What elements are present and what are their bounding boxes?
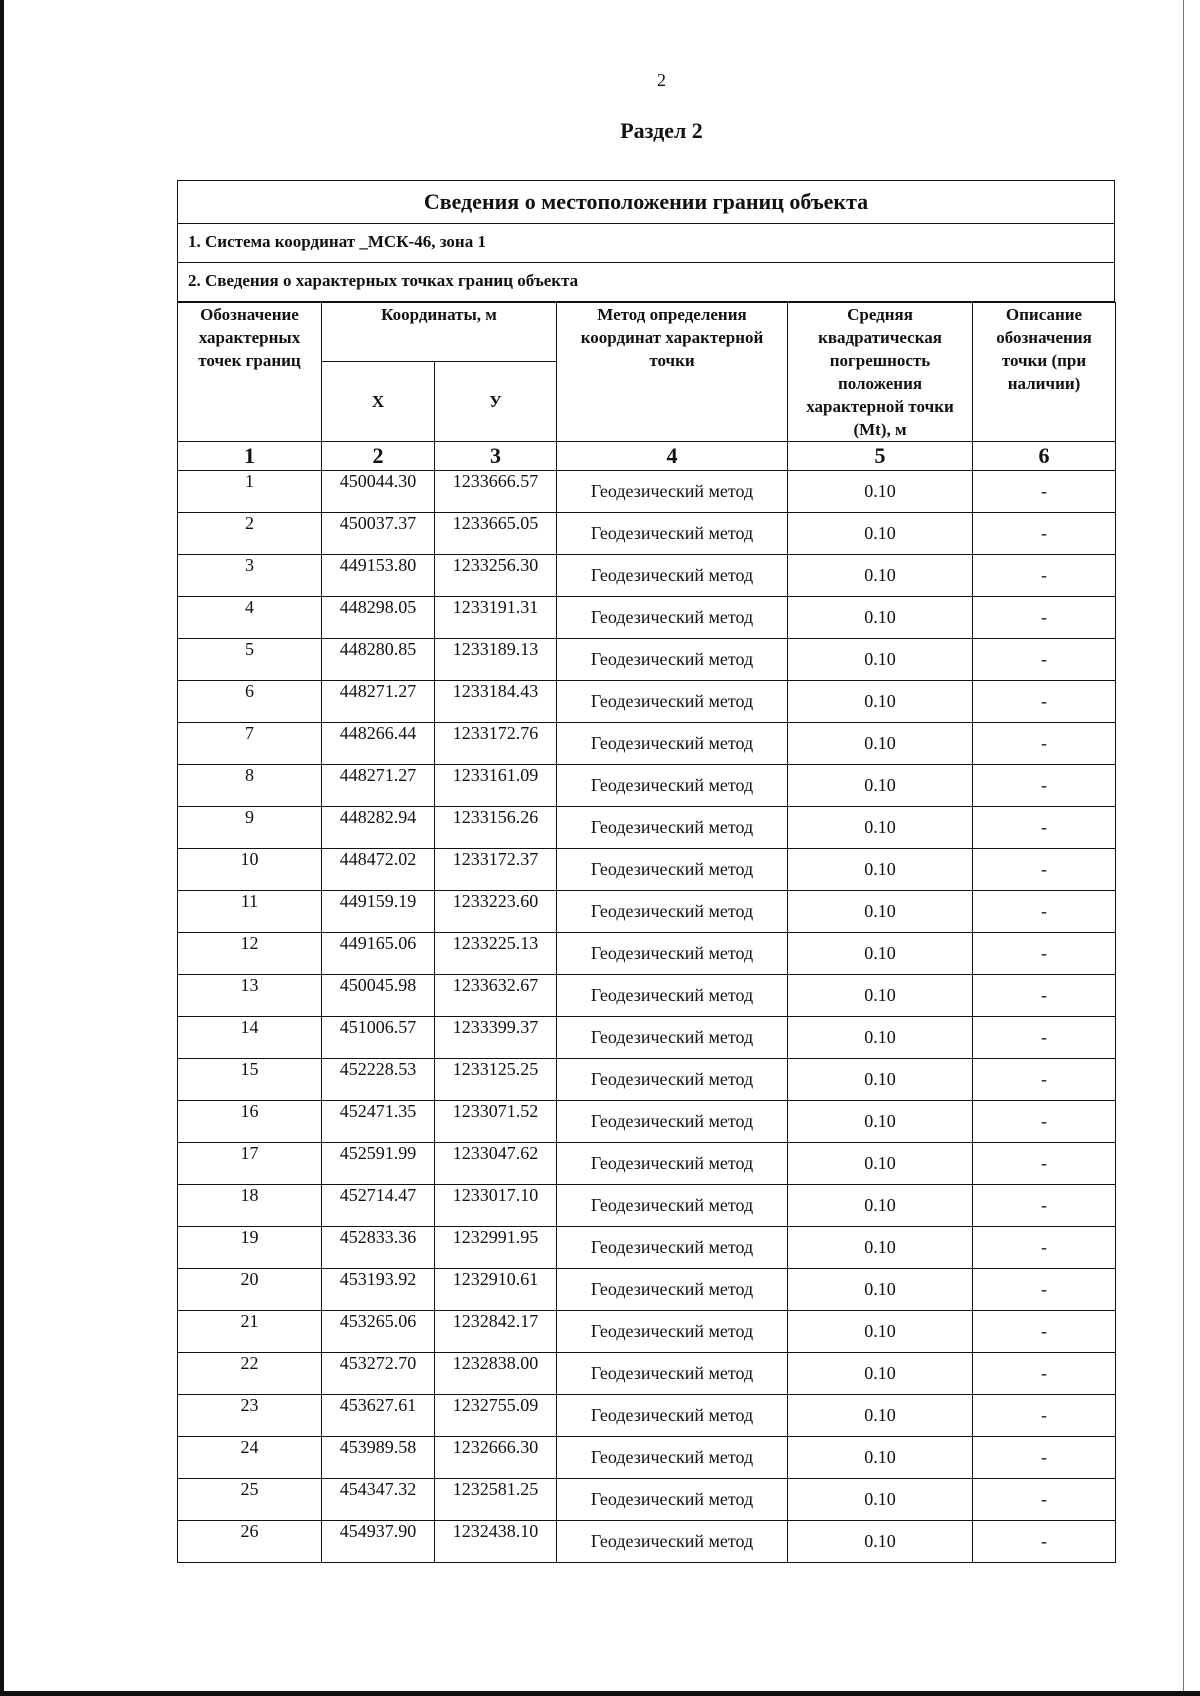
method-cell: Геодезический метод <box>557 933 788 975</box>
method-cell: Геодезический метод <box>557 639 788 681</box>
point-number-cell: 23 <box>178 1395 322 1437</box>
points-section-line: 2. Сведения о характерных точках границ объекта <box>178 263 1114 302</box>
mean-error-cell: 0.10 <box>788 891 973 933</box>
page-edge-bottom <box>0 1691 1200 1696</box>
x-coordinate-cell: 452591.99 <box>322 1143 435 1185</box>
y-coordinate-cell: 1233665.05 <box>435 513 557 555</box>
y-coordinate-cell: 1232910.61 <box>435 1269 557 1311</box>
description-cell: - <box>973 723 1116 765</box>
x-coordinate-cell: 452714.47 <box>322 1185 435 1227</box>
header-mean-error: Средняя квадратическая погрешность положения характерной точки (Mt), м <box>788 303 973 442</box>
table-row <box>178 1395 1116 1437</box>
table-row <box>178 471 1116 513</box>
y-coordinate-cell: 1233399.37 <box>435 1017 557 1059</box>
x-coordinate-cell: 453627.61 <box>322 1395 435 1437</box>
x-coordinate-cell: 454347.32 <box>322 1479 435 1521</box>
table-row <box>178 1311 1116 1353</box>
y-coordinate-cell: 1232755.09 <box>435 1395 557 1437</box>
point-number-cell: 22 <box>178 1353 322 1395</box>
mean-error-cell: 0.10 <box>788 1353 973 1395</box>
page-edge-left <box>0 0 4 1696</box>
method-cell: Геодезический метод <box>557 1521 788 1563</box>
y-coordinate-cell: 1233125.25 <box>435 1059 557 1101</box>
header-coordinates: Координаты, м <box>322 303 557 362</box>
table-row <box>178 1143 1116 1185</box>
x-coordinate-cell: 448472.02 <box>322 849 435 891</box>
sheet-header <box>177 180 1115 302</box>
table-row <box>178 1521 1116 1563</box>
description-cell: - <box>973 807 1116 849</box>
point-number-cell: 5 <box>178 639 322 681</box>
method-cell: Геодезический метод <box>557 1395 788 1437</box>
x-coordinate-cell: 448271.27 <box>322 681 435 723</box>
x-coordinate-cell: 454937.90 <box>322 1521 435 1563</box>
point-number-cell: 9 <box>178 807 322 849</box>
point-number-cell: 25 <box>178 1479 322 1521</box>
mean-error-cell: 0.10 <box>788 555 973 597</box>
mean-error-cell: 0.10 <box>788 765 973 807</box>
mean-error-cell: 0.10 <box>788 513 973 555</box>
table-row <box>178 1353 1116 1395</box>
description-cell: - <box>973 1311 1116 1353</box>
method-cell: Геодезический метод <box>557 555 788 597</box>
method-cell: Геодезический метод <box>557 597 788 639</box>
y-coordinate-cell: 1232842.17 <box>435 1311 557 1353</box>
method-cell: Геодезический метод <box>557 891 788 933</box>
point-number-cell: 24 <box>178 1437 322 1479</box>
mean-error-cell: 0.10 <box>788 1059 973 1101</box>
mean-error-cell: 0.10 <box>788 1269 973 1311</box>
table-row <box>178 975 1116 1017</box>
x-coordinate-cell: 448280.85 <box>322 639 435 681</box>
y-coordinate-cell: 1233225.13 <box>435 933 557 975</box>
table-row <box>178 807 1116 849</box>
method-cell: Геодезический метод <box>557 1311 788 1353</box>
mean-error-cell: 0.10 <box>788 681 973 723</box>
column-number: 4 <box>557 442 788 471</box>
y-coordinate-cell: 1233191.31 <box>435 597 557 639</box>
method-cell: Геодезический метод <box>557 807 788 849</box>
point-number-cell: 19 <box>178 1227 322 1269</box>
description-cell: - <box>973 639 1116 681</box>
y-coordinate-cell: 1232838.00 <box>435 1353 557 1395</box>
column-number-row <box>178 442 1116 471</box>
table-row <box>178 891 1116 933</box>
table-row <box>178 681 1116 723</box>
x-coordinate-cell: 452471.35 <box>322 1101 435 1143</box>
x-coordinate-cell: 451006.57 <box>322 1017 435 1059</box>
point-number-cell: 20 <box>178 1269 322 1311</box>
description-cell: - <box>973 1059 1116 1101</box>
column-number: 5 <box>788 442 973 471</box>
mean-error-cell: 0.10 <box>788 1311 973 1353</box>
x-coordinate-cell: 448271.27 <box>322 765 435 807</box>
y-coordinate-cell: 1233223.60 <box>435 891 557 933</box>
method-cell: Геодезический метод <box>557 975 788 1017</box>
header-point-description: Описание обозначения точки (при наличии) <box>973 303 1116 442</box>
y-coordinate-cell: 1233156.26 <box>435 807 557 849</box>
column-number: 6 <box>973 442 1116 471</box>
method-cell: Геодезический метод <box>557 765 788 807</box>
description-cell: - <box>973 597 1116 639</box>
method-cell: Геодезический метод <box>557 471 788 513</box>
mean-error-cell: 0.10 <box>788 1101 973 1143</box>
x-coordinate-cell: 453989.58 <box>322 1437 435 1479</box>
method-cell: Геодезический метод <box>557 1437 788 1479</box>
description-cell: - <box>973 555 1116 597</box>
point-number-cell: 11 <box>178 891 322 933</box>
table-row <box>178 1269 1116 1311</box>
mean-error-cell: 0.10 <box>788 1479 973 1521</box>
boundary-points-table <box>177 302 1116 1563</box>
description-cell: - <box>973 1395 1116 1437</box>
method-cell: Геодезический метод <box>557 1017 788 1059</box>
point-number-cell: 12 <box>178 933 322 975</box>
table-row <box>178 933 1116 975</box>
point-number-cell: 14 <box>178 1017 322 1059</box>
method-cell: Геодезический метод <box>557 1101 788 1143</box>
table-row <box>178 555 1116 597</box>
section-title: Раздел 2 <box>620 118 703 143</box>
table-row <box>178 765 1116 807</box>
x-coordinate-cell: 452833.36 <box>322 1227 435 1269</box>
mean-error-cell: 0.10 <box>788 1143 973 1185</box>
mean-error-cell: 0.10 <box>788 975 973 1017</box>
point-number-cell: 10 <box>178 849 322 891</box>
description-cell: - <box>973 975 1116 1017</box>
x-coordinate-cell: 448282.94 <box>322 807 435 849</box>
description-cell: - <box>973 1143 1116 1185</box>
x-coordinate-cell: 448266.44 <box>322 723 435 765</box>
y-coordinate-cell: 1232666.30 <box>435 1437 557 1479</box>
mean-error-cell: 0.10 <box>788 597 973 639</box>
method-cell: Геодезический метод <box>557 681 788 723</box>
method-cell: Геодезический метод <box>557 1185 788 1227</box>
mean-error-cell: 0.10 <box>788 1185 973 1227</box>
x-coordinate-cell: 448298.05 <box>322 597 435 639</box>
header-x: Х <box>322 362 435 442</box>
description-cell: - <box>973 1269 1116 1311</box>
y-coordinate-cell: 1233172.76 <box>435 723 557 765</box>
header-y: У <box>435 362 557 442</box>
table-row <box>178 1101 1116 1143</box>
point-number-cell: 3 <box>178 555 322 597</box>
description-cell: - <box>973 1479 1116 1521</box>
y-coordinate-cell: 1233632.67 <box>435 975 557 1017</box>
table-row <box>178 1059 1116 1101</box>
x-coordinate-cell: 452228.53 <box>322 1059 435 1101</box>
x-coordinate-cell: 453272.70 <box>322 1353 435 1395</box>
method-cell: Геодезический метод <box>557 723 788 765</box>
description-cell: - <box>973 1017 1116 1059</box>
table-row <box>178 1437 1116 1479</box>
description-cell: - <box>973 471 1116 513</box>
page-edge-right <box>1183 0 1184 1696</box>
description-cell: - <box>973 513 1116 555</box>
x-coordinate-cell: 450037.37 <box>322 513 435 555</box>
y-coordinate-cell: 1232581.25 <box>435 1479 557 1521</box>
point-number-cell: 15 <box>178 1059 322 1101</box>
description-cell: - <box>973 1185 1116 1227</box>
method-cell: Геодезический метод <box>557 849 788 891</box>
point-number-cell: 13 <box>178 975 322 1017</box>
y-coordinate-cell: 1233047.62 <box>435 1143 557 1185</box>
point-number-cell: 7 <box>178 723 322 765</box>
table-row <box>178 513 1116 555</box>
y-coordinate-cell: 1233666.57 <box>435 471 557 513</box>
column-number: 3 <box>435 442 557 471</box>
x-coordinate-cell: 450044.30 <box>322 471 435 513</box>
point-number-cell: 26 <box>178 1521 322 1563</box>
method-cell: Геодезический метод <box>557 513 788 555</box>
mean-error-cell: 0.10 <box>788 723 973 765</box>
description-cell: - <box>973 933 1116 975</box>
mean-error-cell: 0.10 <box>788 639 973 681</box>
mean-error-cell: 0.10 <box>788 1437 973 1479</box>
y-coordinate-cell: 1233161.09 <box>435 765 557 807</box>
table-row <box>178 1227 1116 1269</box>
description-cell: - <box>973 1101 1116 1143</box>
x-coordinate-cell: 449153.80 <box>322 555 435 597</box>
column-number: 2 <box>322 442 435 471</box>
method-cell: Геодезический метод <box>557 1269 788 1311</box>
column-number: 1 <box>178 442 322 471</box>
header-point-designation: Обозначение характерных точек границ <box>178 303 322 442</box>
page-number: 2 <box>657 70 666 90</box>
table-row <box>178 597 1116 639</box>
table-row <box>178 1185 1116 1227</box>
mean-error-cell: 0.10 <box>788 849 973 891</box>
mean-error-cell: 0.10 <box>788 1395 973 1437</box>
method-cell: Геодезический метод <box>557 1353 788 1395</box>
y-coordinate-cell: 1233184.43 <box>435 681 557 723</box>
description-cell: - <box>973 681 1116 723</box>
y-coordinate-cell: 1233071.52 <box>435 1101 557 1143</box>
point-number-cell: 1 <box>178 471 322 513</box>
mean-error-cell: 0.10 <box>788 1521 973 1563</box>
description-cell: - <box>973 1521 1116 1563</box>
method-cell: Геодезический метод <box>557 1059 788 1101</box>
table-title: Сведения о местоположении границ объекта <box>178 181 1114 224</box>
table-row <box>178 849 1116 891</box>
point-number-cell: 4 <box>178 597 322 639</box>
table-row <box>178 1017 1116 1059</box>
table-row <box>178 723 1116 765</box>
y-coordinate-cell: 1232438.10 <box>435 1521 557 1563</box>
description-cell: - <box>973 1353 1116 1395</box>
mean-error-cell: 0.10 <box>788 471 973 513</box>
y-coordinate-cell: 1233172.37 <box>435 849 557 891</box>
description-cell: - <box>973 1227 1116 1269</box>
x-coordinate-cell: 449159.19 <box>322 891 435 933</box>
point-number-cell: 6 <box>178 681 322 723</box>
description-cell: - <box>973 765 1116 807</box>
method-cell: Геодезический метод <box>557 1227 788 1269</box>
y-coordinate-cell: 1233017.10 <box>435 1185 557 1227</box>
x-coordinate-cell: 453265.06 <box>322 1311 435 1353</box>
description-cell: - <box>973 849 1116 891</box>
boundary-info-sheet <box>177 180 1115 1563</box>
description-cell: - <box>973 1437 1116 1479</box>
mean-error-cell: 0.10 <box>788 933 973 975</box>
method-cell: Геодезический метод <box>557 1479 788 1521</box>
y-coordinate-cell: 1233256.30 <box>435 555 557 597</box>
mean-error-cell: 0.10 <box>788 1017 973 1059</box>
y-coordinate-cell: 1233189.13 <box>435 639 557 681</box>
header-method: Метод определения координат характерной точки <box>557 303 788 442</box>
x-coordinate-cell: 453193.92 <box>322 1269 435 1311</box>
point-number-cell: 8 <box>178 765 322 807</box>
table-row <box>178 639 1116 681</box>
x-coordinate-cell: 449165.06 <box>322 933 435 975</box>
point-number-cell: 18 <box>178 1185 322 1227</box>
point-number-cell: 16 <box>178 1101 322 1143</box>
point-rows <box>178 471 1116 1563</box>
method-cell: Геодезический метод <box>557 1143 788 1185</box>
mean-error-cell: 0.10 <box>788 1227 973 1269</box>
point-number-cell: 21 <box>178 1311 322 1353</box>
x-coordinate-cell: 450045.98 <box>322 975 435 1017</box>
point-number-cell: 2 <box>178 513 322 555</box>
y-coordinate-cell: 1232991.95 <box>435 1227 557 1269</box>
mean-error-cell: 0.10 <box>788 807 973 849</box>
coordinate-system-line: 1. Система координат _МСК-46, зона 1 <box>178 224 1114 263</box>
table-row <box>178 1479 1116 1521</box>
point-number-cell: 17 <box>178 1143 322 1185</box>
description-cell: - <box>973 891 1116 933</box>
